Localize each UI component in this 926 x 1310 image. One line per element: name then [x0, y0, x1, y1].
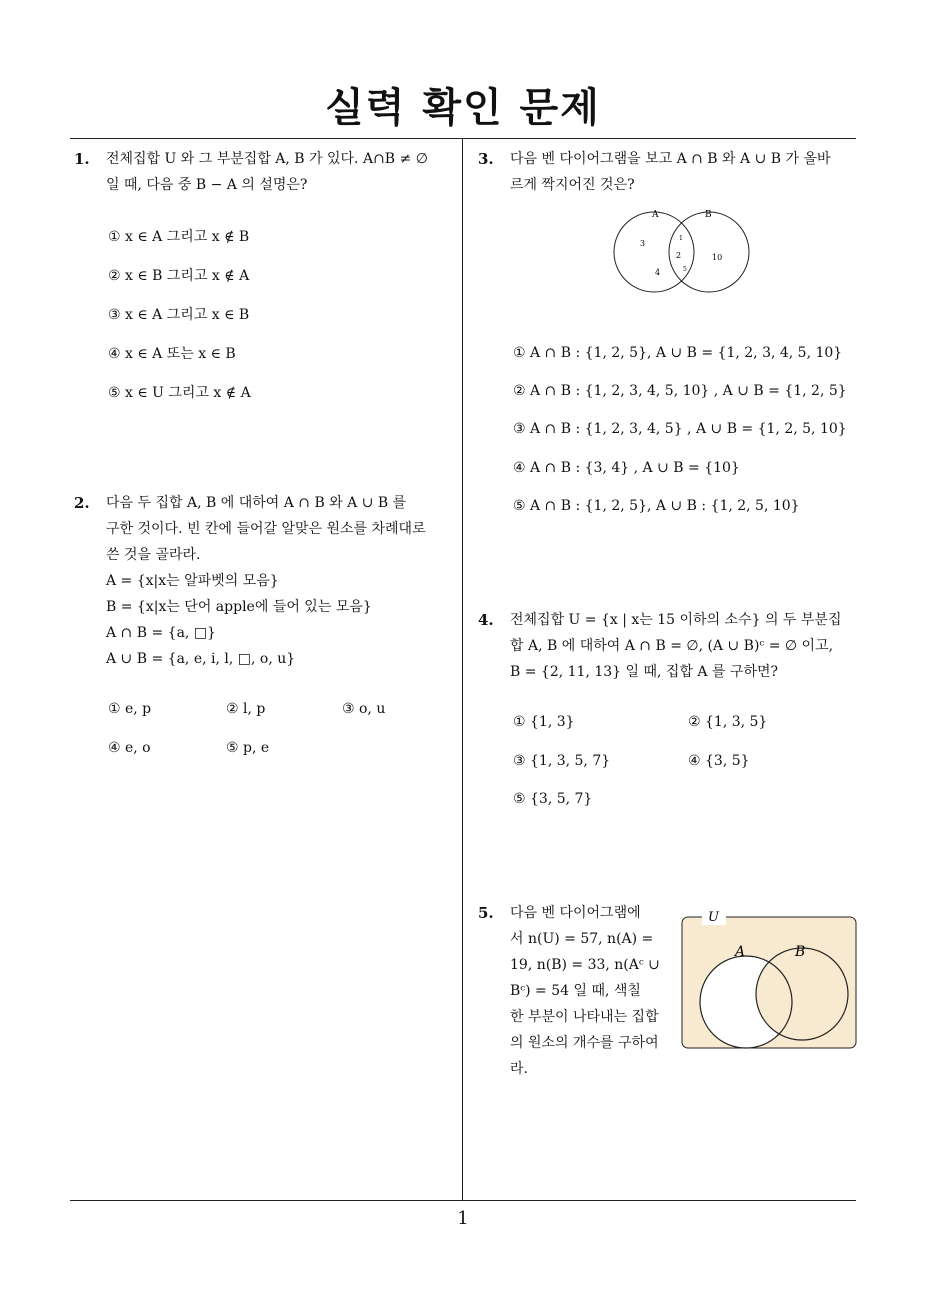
q1-option-4[interactable]: ④ x ∈ A 또는 x ∈ B: [108, 346, 236, 362]
venn-value: 10: [712, 253, 723, 262]
q4-option-3[interactable]: ③ {1, 3, 5, 7}: [513, 753, 611, 769]
question-text-line: A ∪ B = {a, e, i, l, □, o, u}: [106, 651, 296, 667]
venn-value: 2: [676, 251, 682, 260]
question-text-line: A = {x|x는 알파벳의 모음}: [106, 573, 279, 589]
q4-option-5[interactable]: ⑤ {3, 5, 7}: [513, 791, 593, 807]
question-text-line: 19, n(B) = 33, n(Aᶜ ∪: [510, 957, 660, 973]
question-4-text: [510, 607, 841, 685]
top-rule: [70, 138, 856, 139]
question-text-line: 전체집합 U = {x | x는 15 이하의 소수} 의 두 부분집: [510, 612, 842, 628]
venn-label-b: B: [705, 210, 712, 220]
venn-label-u: U: [708, 910, 719, 925]
question-text-line: B = {x|x는 단어 apple에 들어 있는 모음}: [106, 599, 372, 615]
venn-value: 5: [683, 266, 687, 273]
q2-option-2[interactable]: ② l, p: [226, 701, 266, 717]
q4-option-4[interactable]: ④ {3, 5}: [688, 753, 750, 769]
question-text-line: 쓴 것을 골라라.: [106, 547, 201, 563]
venn-value: 3: [640, 239, 646, 248]
q2-option-5[interactable]: ⑤ p, e: [226, 740, 270, 756]
q1-option-3[interactable]: ③ x ∈ A 그리고 x ∈ B: [108, 307, 250, 323]
question-text-line: 다음 두 집합 A, B 에 대하여 A ∩ B 와 A ∪ B 를: [106, 495, 407, 511]
q4-option-2[interactable]: ② {1, 3, 5}: [688, 714, 768, 730]
question-text-line: Bᶜ) = 54 일 때, 색칠: [510, 983, 641, 999]
question-text-line: A ∩ B = {a, □}: [106, 625, 216, 641]
q2-option-4[interactable]: ④ e, o: [108, 740, 151, 756]
q3-option-4[interactable]: ④ A ∩ B : {3, 4} , A ∪ B = {10}: [513, 460, 740, 476]
question-1-text: [106, 146, 428, 198]
question-text-line: 의 원소의 개수를 구하여: [510, 1035, 659, 1051]
venn-value: 1: [679, 235, 683, 242]
q3-option-3[interactable]: ③ A ∩ B : {1, 2, 3, 4, 5} , A ∪ B = {1, 2, 5, 10}: [513, 421, 847, 437]
venn-label-a: A: [652, 210, 659, 220]
question-text-line: 다음 벤 다이어그램을 보고 A ∩ B 와 A ∪ B 가 올바: [510, 151, 831, 167]
q3-venn-diagram: [608, 204, 758, 300]
question-text-line: B = {2, 11, 13} 일 때, 집합 A 를 구하면?: [510, 664, 779, 680]
q2-option-1[interactable]: ① e, p: [108, 701, 152, 717]
question-text-line: 다음 벤 다이어그램에: [510, 905, 641, 921]
q1-option-5[interactable]: ⑤ x ∈ U 그리고 x ∉ A: [108, 385, 251, 401]
question-text-line: 르게 짝지어진 것은?: [510, 177, 635, 193]
q3-option-1[interactable]: ① A ∩ B : {1, 2, 5}, A ∪ B = {1, 2, 3, 4, 5, 10}: [513, 345, 843, 361]
q2-option-3[interactable]: ③ o, u: [342, 701, 386, 717]
question-text-line: 서 n(U) = 57, n(A) =: [510, 931, 654, 947]
q3-option-2[interactable]: ② A ∩ B : {1, 2, 3, 4, 5, 10} , A ∪ B = {1, 2, 5}: [513, 383, 847, 399]
question-1-number: 1.: [74, 150, 90, 168]
question-text-line: 전체집합 U 와 그 부분집합 A, B 가 있다. A∩B ≠ ∅: [106, 151, 428, 167]
q3-option-5[interactable]: ⑤ A ∩ B : {1, 2, 5}, A ∪ B : {1, 2, 5, 10}: [513, 498, 800, 514]
question-text-line: 일 때, 다음 중 B − A 의 설명은?: [106, 177, 308, 193]
q1-option-2[interactable]: ② x ∈ B 그리고 x ∉ A: [108, 268, 250, 284]
venn-value: 4: [655, 268, 661, 277]
question-text-line: 라.: [510, 1061, 528, 1077]
venn-circle-a: [614, 212, 694, 292]
venn-label-a: A: [735, 944, 746, 960]
bottom-rule: [70, 1200, 856, 1201]
question-5-number: 5.: [478, 904, 494, 922]
question-2-number: 2.: [74, 494, 90, 512]
question-text-line: 한 부분이 나타내는 집합: [510, 1009, 659, 1025]
page-number: 1: [457, 1208, 469, 1229]
question-3-number: 3.: [478, 150, 494, 168]
question-text-line: 합 A, B 에 대하여 A ∩ B = ∅, (A ∪ B)ᶜ = ∅ 이고,: [510, 638, 834, 654]
q4-option-1[interactable]: ① {1, 3}: [513, 714, 575, 730]
q5-venn-diagram: [678, 906, 860, 1054]
venn-label-b: B: [795, 944, 806, 960]
column-divider: [462, 138, 463, 1200]
question-4-number: 4.: [478, 611, 494, 629]
q1-option-1[interactable]: ① x ∈ A 그리고 x ∉ B: [108, 229, 250, 245]
question-5-text: [510, 900, 660, 1082]
question-3-text: [510, 146, 831, 198]
question-text-line: 구한 것이다. 빈 칸에 들어갈 알맞은 원소를 차례대로: [106, 521, 426, 537]
page-title: 실력 확인 문제: [325, 85, 601, 131]
question-2-text: [106, 490, 426, 672]
